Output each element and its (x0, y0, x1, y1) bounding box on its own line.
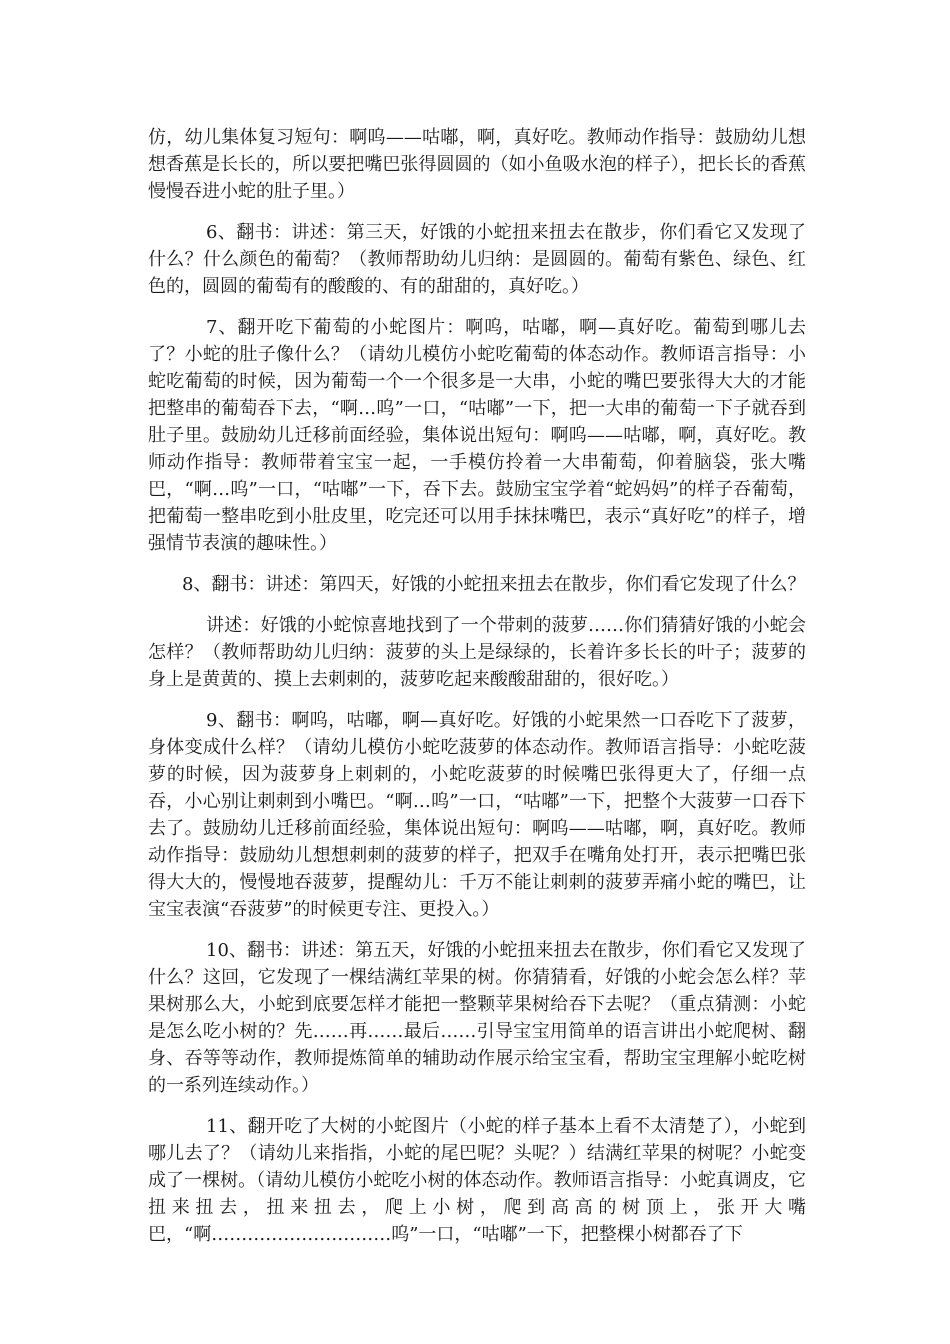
paragraph-step-9: 9、翻书：啊呜，咕嘟，啊—真好吃。好饿的小蛇果然一口吞吃下了菠萝，身体变成什么样？（请幼儿模仿小蛇吃菠萝的体态动作。教师语言指导：小蛇吃菠萝的时候，因为菠萝身上刺刺的，小蛇吃菠萝的时候嘴巴张得更大了，仔细一点吞，小心别让刺刺到小嘴巴。“啊…呜”一口，“咕嘟”一下，把整个大菠萝一口吞下去了。鼓励幼儿迁移前面经验，集体说出短句：啊呜——咕嘟，啊，真好吃。教师动作指导：鼓励幼儿想想刺刺的菠萝的样子，把双手在嘴角处打开，表示把嘴巴张得大大的，慢慢地吞菠萝，提醒幼儿：千万不能让刺刺的菠萝弄痛小蛇的嘴巴，让宝宝表演“吞菠萝”的时候更专注、更投入。） (148, 710, 806, 920)
paragraph-narration-pineapple: 讲述：好饿的小蛇惊喜地找到了一个带刺的菠萝……你们猜猜好饿的小蛇会怎样？（教师帮助幼儿归纳：菠萝的头上是绿绿的，长着许多长长的叶子；菠萝的身上是黄黄的、摸上去刺刺的，菠萝吃起来酸酸甜甜的，很好吃。） (148, 615, 806, 690)
paragraph-step-11: 11、翻开吃了大树的小蛇图片（小蛇的样子基本上看不太清楚了），小蛇到哪儿去了？（请幼儿来指指，小蛇的尾巴呢？头呢？）结满红苹果的树呢？小蛇变成了一棵树。（请幼儿模仿小蛇吃小树的体态动作。教师语言指导：小蛇真调皮，它扭来扭去，扭来扭去，爬上小树，爬到高高的树顶上，张开大嘴巴，“啊…………………………呜”一口，“咕嘟”一下，把整棵小树都吞了下 (148, 1116, 806, 1245)
paragraph-step-8: 8、翻书：讲述：第四天，好饿的小蛇扭来扭去在散步，你们看它发现了什么？ (182, 574, 806, 595)
paragraph-step-6: 6、翻书：讲述：第三天，好饿的小蛇扭来扭去在散步，你们看它又发现了什么？什么颜色的葡萄？（教师帮助幼儿归纳：是圆圆的。葡萄有紫色、绿色、红色的，圆圆的葡萄有的酸酸的、有的甜甜的，真好吃。） (148, 222, 806, 297)
paragraph-continuation: 仿，幼儿集体复习短句：啊呜——咕嘟，啊，真好吃。教师动作指导：鼓励幼儿想想香蕉是长长的，所以要把嘴巴张得圆圆的（如小鱼吸水泡的样子），把长长的香蕉慢慢吞进小蛇的肚子里。） (148, 127, 806, 202)
paragraph-step-10: 10、翻书：讲述：第五天，好饿的小蛇扭来扭去在散步，你们看它又发现了什么？这回，它发现了一棵结满红苹果的树。你猜猜看，好饿的小蛇会怎么样？苹果树那么大，小蛇到底要怎样才能把一整颗苹果树给吞下去呢？（重点猜测：小蛇是怎么吃小树的？先……再……最后……引导宝宝用简单的语言讲出小蛇爬树、翻身、吞等等动作，教师提炼简单的辅助动作展示给宝宝看，帮助宝宝理解小蛇吃树的一系列连续动作。） (148, 940, 806, 1096)
paragraph-step-7: 7、翻开吃下葡萄的小蛇图片：啊呜，咕嘟，啊—真好吃。葡萄到哪儿去了？小蛇的肚子像什么？（请幼儿模仿小蛇吃葡萄的体态动作。教师语言指导：小蛇吃葡萄的时候，因为葡萄一个一个很多是一大串，小蛇的嘴巴要张得大大的才能把整串的葡萄吞下去，“啊…呜”一口，“咕嘟”一下，把一大串的葡萄一下子就吞到肚子里。鼓励幼儿迁移前面经验，集体说出短句：啊呜——咕嘟，啊，真好吃。教师动作指导：教师带着宝宝一起，一手模仿拎着一大串葡萄，仰着脑袋，张大嘴巴，“啊…呜”一口，“咕嘟”一下，吞下去。鼓励宝宝学着“蛇妈妈”的样子吞葡萄，把葡萄一整串吃到小肚皮里，吃完还可以用手抹抹嘴巴，表示“真好吃”的样子，增强情节表演的趣味性。） (148, 317, 806, 554)
document-body (148, 124, 806, 1262)
